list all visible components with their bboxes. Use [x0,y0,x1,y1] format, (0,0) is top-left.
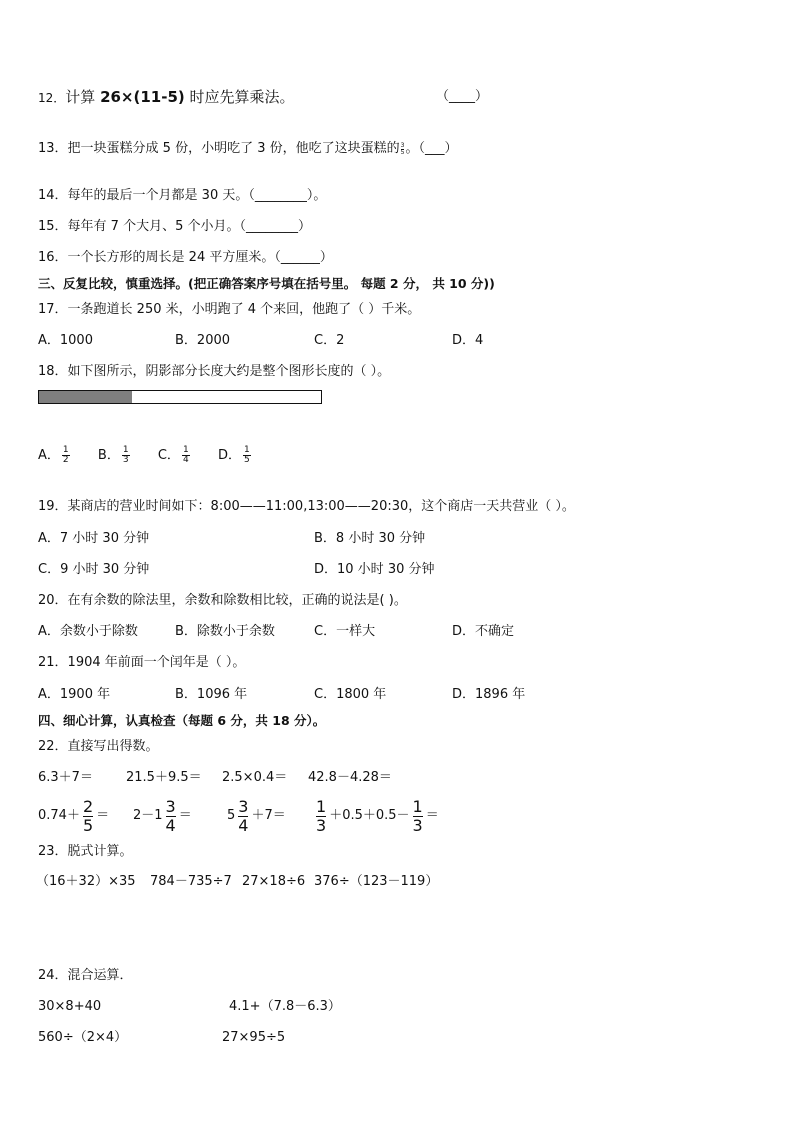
question-text: 在有余数的除法里，余数和除数相比较，正确的说法是( )。 [67,593,407,608]
expression: 21.5＋9.5＝ [126,770,202,785]
question-number: 13． [38,141,68,156]
question-number: 22． [38,739,68,754]
option-b[interactable]: B．8 小时 30 分钟 [314,531,426,546]
question-text: 一个长方形的周长是 24 平方厘米。（______） [67,250,333,265]
fraction: $\frac{1}{2}$ [62,445,69,465]
question-18 [38,363,390,381]
question-number: 21． [38,655,68,670]
question-24 [38,967,133,985]
question-22 [38,738,159,756]
question-text: 混合运算． [67,968,133,983]
expression: 2－1 $\frac{3}{4}$ ＝ [133,796,192,835]
fraction: $\frac{3}{5}$ [400,141,405,156]
expression: 5 $\frac{3}{4}$ ＋7＝ [227,796,286,835]
expression: $\frac{1}{3}$ ＋0.5＋0.5－ $\frac{1}{3}$ ＝ [316,796,439,835]
question-23 [38,843,133,861]
option-d[interactable]: D．4 [452,333,484,348]
option-c[interactable]: C．一样大 [314,624,376,639]
option-a[interactable]: A．7 小时 30 分钟 [38,531,150,546]
option-c[interactable]: C． $\frac{1}{4}$ [157,445,189,465]
expression: 376÷（123－119） [314,874,439,889]
fraction: $\frac{1}{4}$ [182,445,189,465]
question-text: 某商店的营业时间如下：8:00——11:00,13:00——20:30，这个商店一天共营业（ ）。 [67,499,575,514]
question-number: 16． [38,250,68,265]
expression: 42.8－4.28＝ [308,770,392,785]
question-13 [38,140,457,158]
question-15 [38,218,311,236]
shaded-portion [39,391,132,403]
option-b[interactable]: B． $\frac{1}{3}$ [97,445,129,465]
question-number: 24． [38,968,68,983]
expression: 0.74＋ $\frac{2}{5}$ ＝ [38,796,110,835]
question-text: 直接写出得数。 [67,739,159,754]
q18-options [38,446,253,465]
question-number: 14． [38,188,68,203]
option-b[interactable]: B．除数小于余数 [175,624,275,639]
section-heading-3: 三、反复比较，慎重选择。(把正确答案序号填在括号里。 每题 2 分， 共 10 分)) [38,276,495,291]
expression: 27×18÷6 [242,874,306,889]
option-b[interactable]: B．2000 [175,333,231,348]
question-14 [38,187,326,205]
question-17 [38,301,420,319]
fraction: $\frac{3}{4}$ [238,796,249,835]
question-text: 脱式计算。 [67,844,133,859]
question-text: 计算 [65,88,101,106]
question-text: 每年有 7 个大月、5 个小月。（________） [67,219,311,234]
expression: 6.3＋7＝ [38,770,93,785]
option-c[interactable]: C．2 [314,333,345,348]
fraction: $\frac{1}{5}$ [243,445,250,465]
expression: 2.5×0.4＝ [222,770,288,785]
option-d[interactable]: D．1896 年 [452,687,526,702]
fraction: $\frac{1}{3}$ [316,796,327,835]
question-16 [38,249,333,267]
question-text: 时应先算乘法。 [184,88,295,106]
answer-blank[interactable]: 。（___） [405,141,458,156]
question-number: 18． [38,364,68,379]
option-a[interactable]: A．1000 [38,333,93,348]
section-heading-4: 四、细心计算，认真检查（每题 6 分，共 18 分）。 [38,713,326,728]
question-number: 15． [38,219,68,234]
option-c[interactable]: C．9 小时 30 分钟 [38,562,150,577]
question-number: 23． [38,844,68,859]
option-d[interactable]: D．10 小时 30 分钟 [314,562,435,577]
fraction: $\frac{2}{5}$ [82,796,94,835]
option-a[interactable]: A．1900 年 [38,687,111,702]
option-b[interactable]: B．1096 年 [175,687,248,702]
option-c[interactable]: C．1800 年 [314,687,387,702]
question-12 [38,88,295,108]
question-text: 每年的最后一个月都是 30 天。（________）。 [67,188,327,203]
question-19 [38,498,575,516]
option-d[interactable]: D．不确定 [452,624,515,639]
fraction: $\frac{1}{3}$ [412,796,423,835]
expression: 784－735÷7 [150,874,232,889]
question-number: 19． [38,499,68,514]
question-21 [38,654,245,672]
fraction: $\frac{1}{3}$ [122,445,129,465]
length-bar-figure [38,390,322,404]
answer-blank[interactable]: （____） [436,89,489,104]
question-number: 17． [38,302,68,317]
expression: 27×95÷5 [222,1030,286,1045]
expression: 560÷（2×4） [38,1030,128,1045]
option-a[interactable]: A． $\frac{1}{2}$ [38,445,69,465]
option-d[interactable]: D． $\frac{1}{5}$ [217,445,250,465]
question-text: 1904 年前面一个闰年是（ ）。 [67,655,246,670]
expression: 26×(11-5) [100,88,185,106]
question-number: 12． [38,91,66,105]
expression: 30×8+40 [38,999,102,1014]
question-20 [38,592,407,610]
question-text: 把一块蛋糕分成 5 份，小明吃了 3 份，他吃了这块蛋糕的 [67,141,400,156]
question-text: 如下图所示，阴影部分长度大约是整个图形长度的（ ）。 [67,364,391,379]
expression: 4.1+（7.8－6.3） [229,999,341,1014]
question-text: 一条跑道长 250 米，小明跑了 4 个来回，他跑了（ ）千米。 [67,302,421,317]
fraction: $\frac{3}{4}$ [165,796,176,835]
option-a[interactable]: A．余数小于除数 [38,624,138,639]
question-number: 20． [38,593,68,608]
expression: （16＋32）×35 [36,874,136,889]
